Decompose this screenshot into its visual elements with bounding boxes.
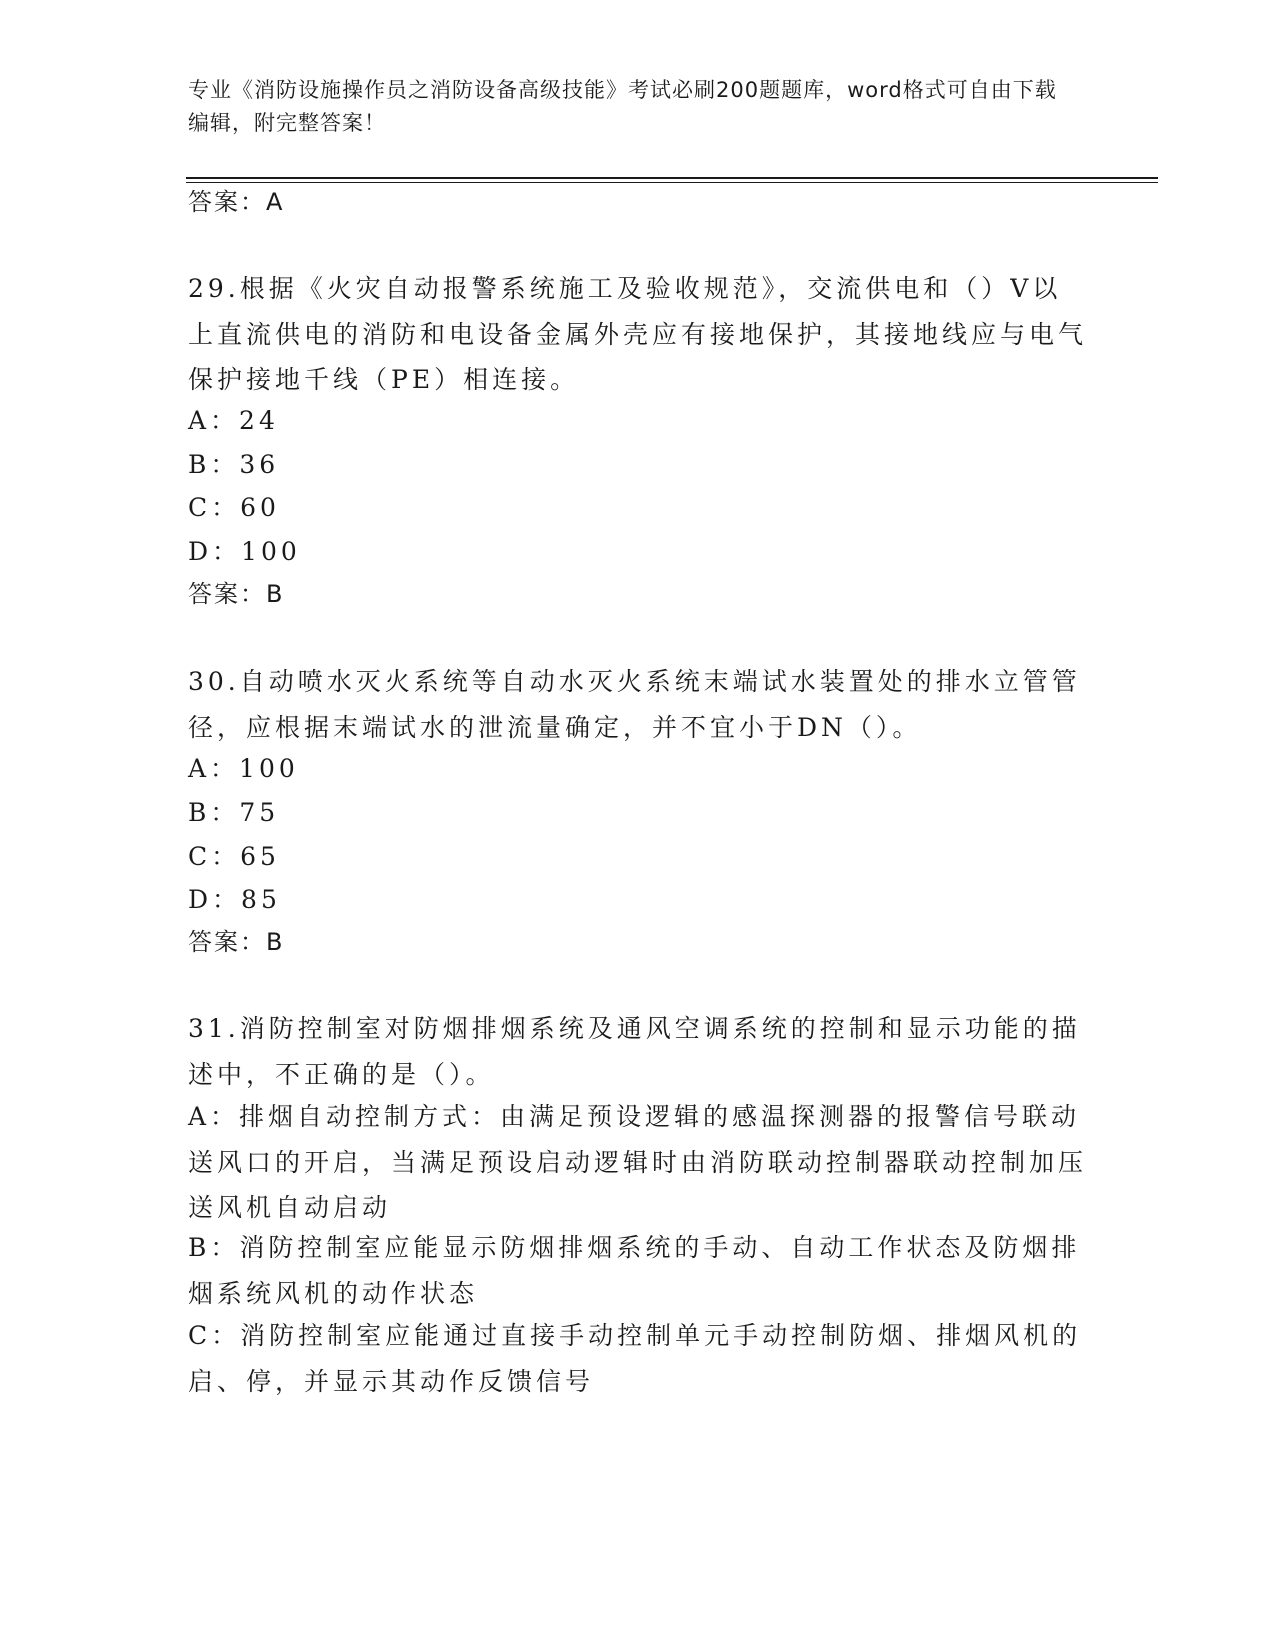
option-a: A：24 xyxy=(188,406,279,435)
option-c: C：60 xyxy=(188,493,280,522)
option-c: C：65 xyxy=(188,842,280,871)
document-header: 专业《消防设施操作员之消防设备高级技能》考试必刷200题题库，word格式可自由下载编辑，附完整答案！ xyxy=(188,78,1057,135)
option-a: A：100 xyxy=(188,754,299,783)
option-a: A：排烟自动控制方式：由满足预设逻辑的感温探测器的报警信号联动送风口的开启，当满足预设启动逻辑时由消防联动控制器联动控制加压送风机自动启动 xyxy=(188,1102,1088,1222)
option-b: B：75 xyxy=(188,798,280,827)
option-b: B：消防控制室应能显示防烟排烟系统的手动、自动工作状态及防烟排烟系统风机的动作状态 xyxy=(188,1233,1081,1308)
question-stem: 31.消防控制室对防烟排烟系统及通风空调系统的控制和显示功能的描述中，不正确的是（）。 xyxy=(188,1014,1081,1089)
answer-line: 答案：B xyxy=(188,580,285,608)
answer-line: 答案：A xyxy=(188,188,285,216)
option-c: C：消防控制室应能通过直接手动控制单元手动控制防烟、排烟风机的启、停，并显示其动作反馈信号 xyxy=(188,1321,1082,1396)
header-divider-thick xyxy=(186,177,1158,179)
option-d: D：100 xyxy=(188,537,301,566)
answer-line: 答案：B xyxy=(188,928,285,956)
header-divider-thin xyxy=(186,182,1158,183)
option-d: D：85 xyxy=(188,885,281,914)
option-b: B：36 xyxy=(188,450,280,479)
question-stem: 29.根据《火灾自动报警系统施工及验收规范》，交流供电和（）V以上直流供电的消防和电设备金属外壳应有接地保护，其接地线应与电气保护接地千线（PE）相连接。 xyxy=(188,274,1088,394)
question-stem: 30.自动喷水灭火系统等自动水灭火系统末端试水装置处的排水立管管径，应根据末端试水的泄流量确定，并不宜小于DN（）。 xyxy=(188,667,1081,742)
